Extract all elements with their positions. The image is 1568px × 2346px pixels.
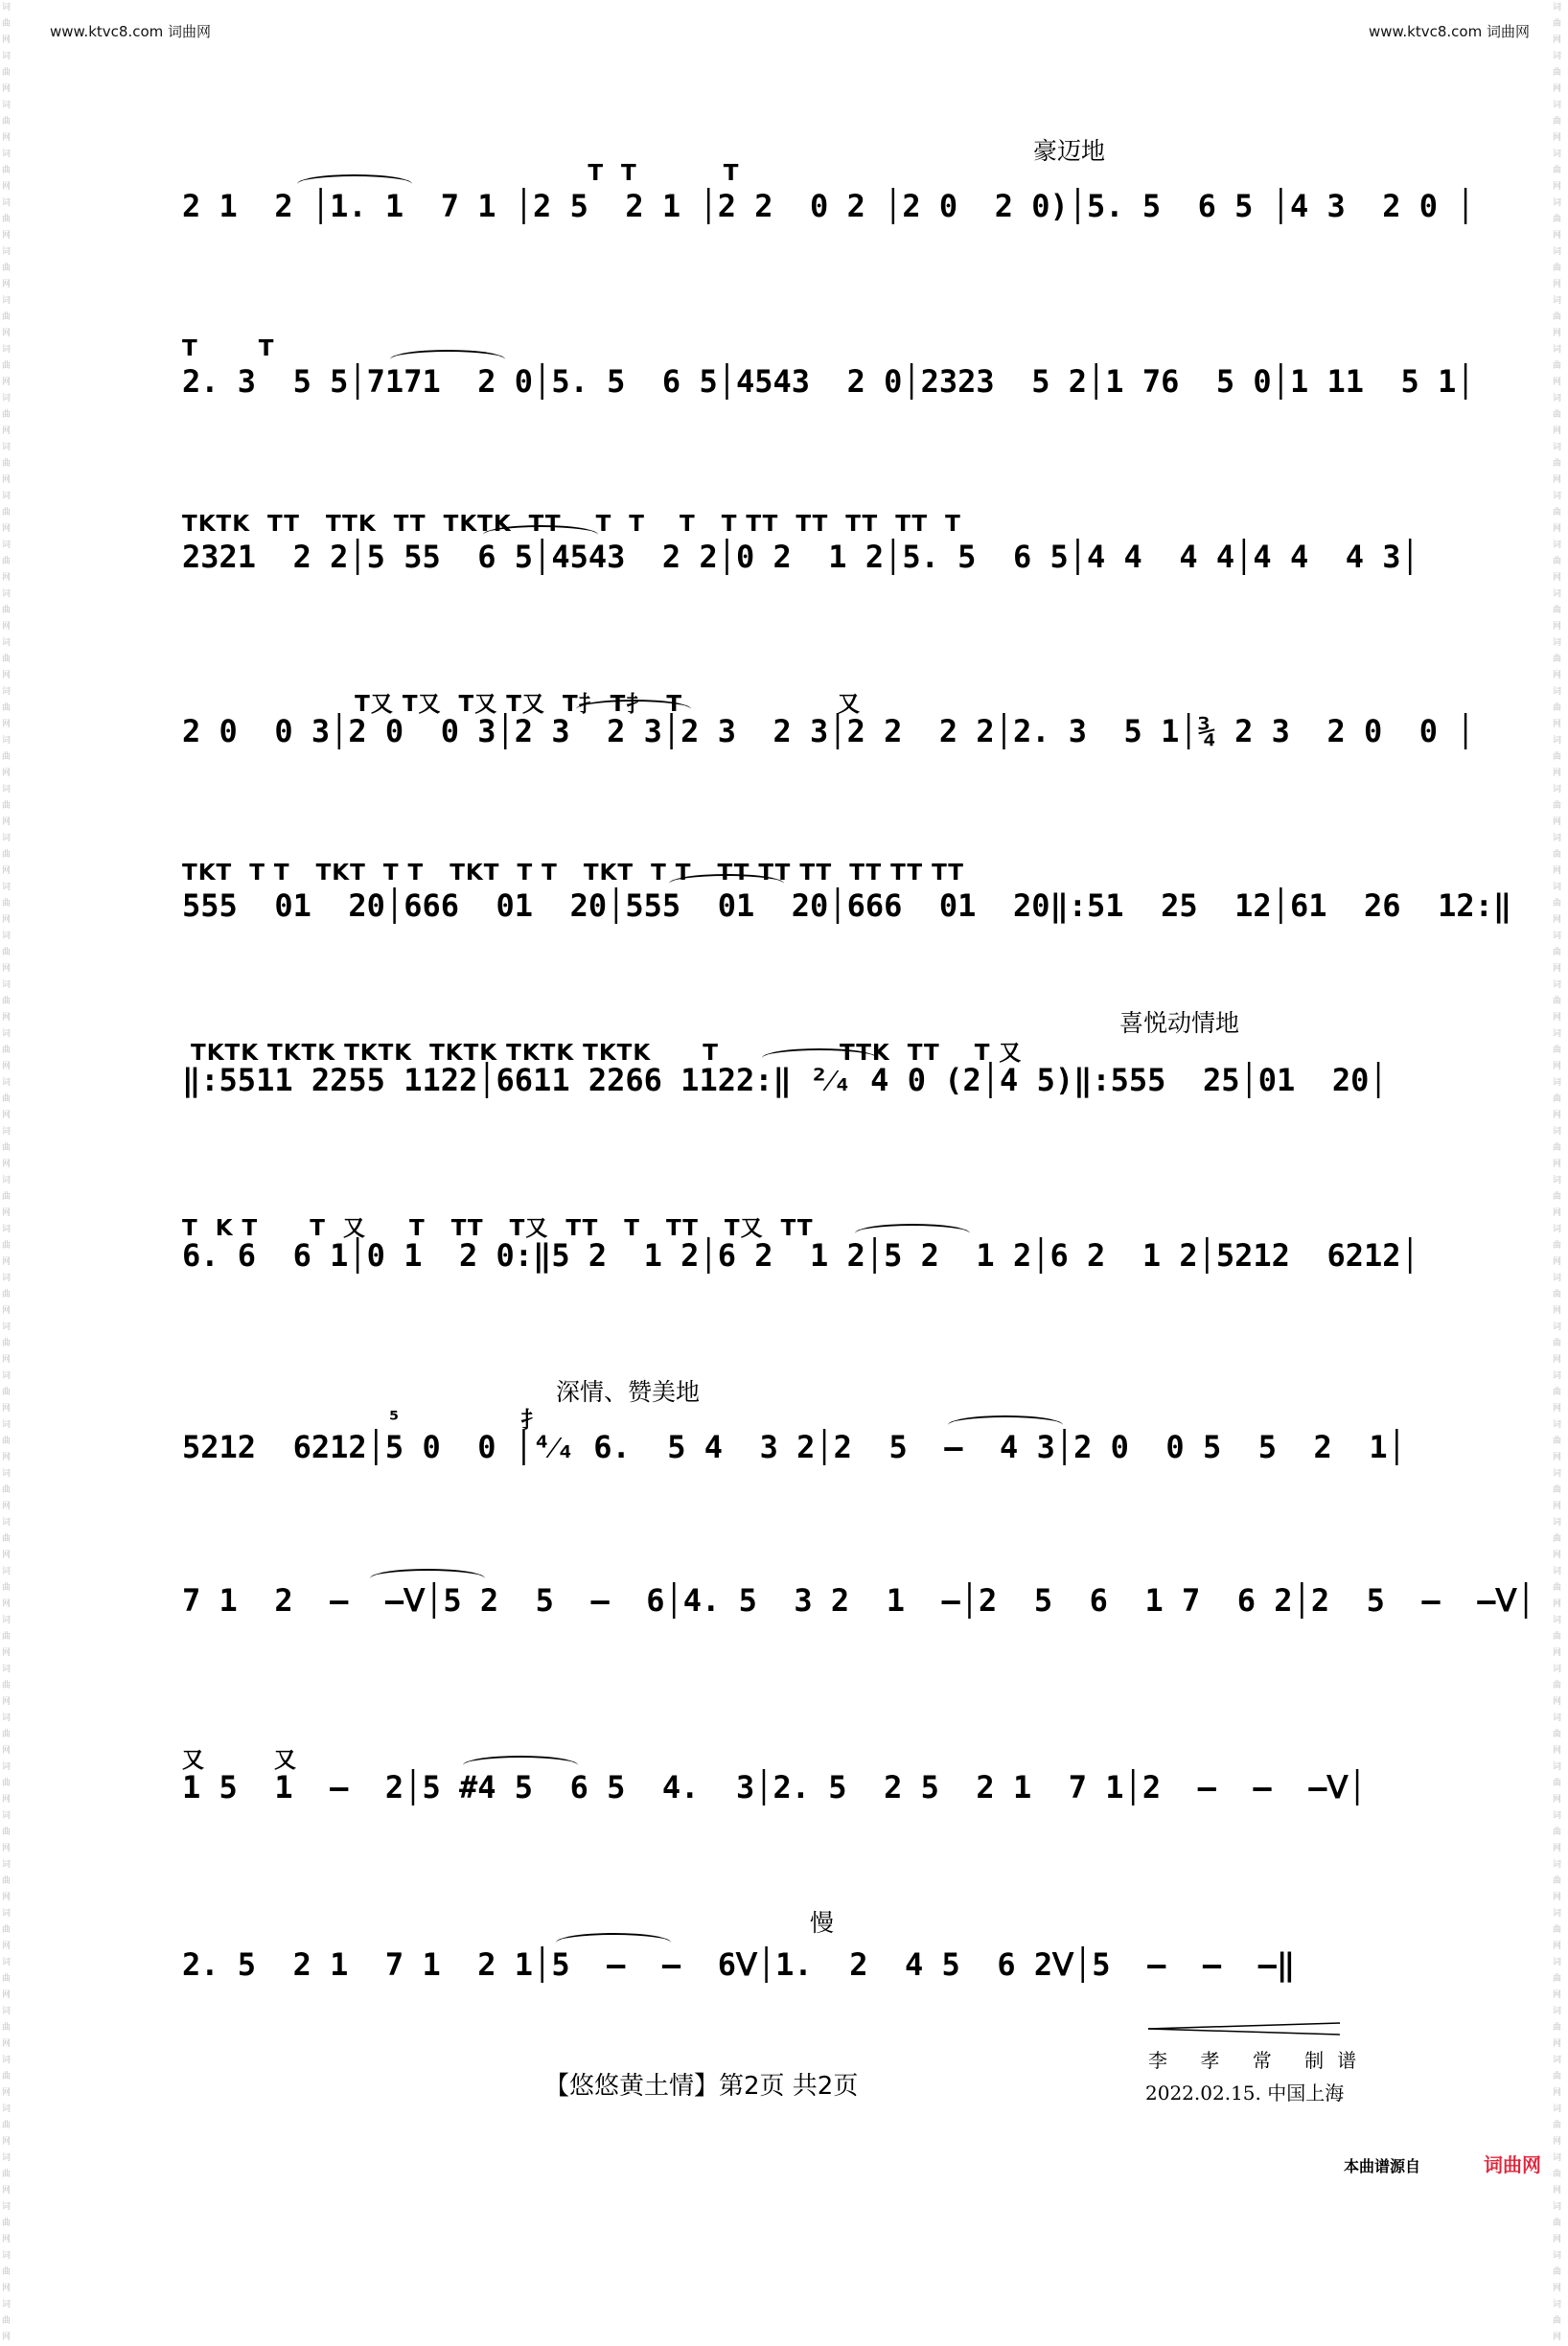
notes-row: 7 1 2 — —ᐯ│5 2 5 — 6│4. 5 3 2 1 —│2 5 6 1 7 6 2│2 5 — —ᐯ│ — [182, 1582, 1535, 1619]
articulation-row: T T T — [182, 161, 740, 186]
slur-mark — [390, 350, 505, 369]
score-line-9 — [182, 1555, 1535, 1646]
score-line-11 — [182, 1920, 1390, 2011]
slur-mark — [483, 525, 598, 544]
tempo-mark-2: 喜悦动情地 — [1119, 1009, 1240, 1037]
source-logo: 词曲网 — [1484, 2153, 1541, 2176]
articulation-row — [182, 1920, 1390, 1943]
slur-mark — [576, 700, 691, 719]
notes-row: 1 5 1 — 2│5 #4 5 6 5 4. 3│2. 5 2 5 2 1 7 1│2 — — —ᐯ│ — [182, 1769, 1367, 1806]
notes-row: 2. 5 2 1 7 1 2 1│5 — — 6ᐯ│1. 2 4 5 6 2ᐯ│5 — — —‖ — [182, 1946, 1296, 1983]
score-line-10 — [182, 1742, 1390, 1833]
articulation-row: T K T T 又 T TT T又 TT T TT T又 TT — [182, 1216, 814, 1241]
tempo-mark-3: 深情、赞美地 — [556, 1378, 701, 1406]
slur-mark — [762, 1048, 877, 1068]
articulation-row: T T — [182, 336, 275, 361]
slur-mark — [948, 1415, 1063, 1435]
notes-row: 2 1 2 │1. 1 7 1 │2 5 2 1 │2 2 0 2 │2 0 2 0)│5. 5 6 5 │4 3 2 0 │ — [182, 188, 1475, 224]
score-line-8 — [182, 1402, 1406, 1493]
score-line-1 — [182, 161, 1475, 252]
tempo-mark-1: 豪迈地 — [1033, 137, 1106, 165]
notes-row: 555 01 20│666 01 20│555 01 20│666 01 20‖:51 25 12│61 26 12:‖ — [182, 887, 1512, 924]
notes-row: 2321 2 2│5 55 6 5│4543 2 2│0 2 1 2│5. 5 6 5│4 4 4 4│4 4 4 3│ — [182, 539, 1419, 575]
footer-title: 【悠悠黄土情】第2页 共2页 — [544, 2072, 859, 2101]
notes-row: ‖:5511 2255 1122│6611 2266 1122:‖ ²⁄₄ 4 0 (2│4 5)‖:555 25│01 20│ — [182, 1062, 1388, 1098]
notes-row: 6. 6 6 1│0 1 2 0:‖5 2 1 2│6 2 1 2│5 2 1 2│6 2 1 2│5212 6212│ — [182, 1237, 1419, 1274]
tempo-mark-4: 慢 — [810, 1909, 835, 1937]
articulation-row — [182, 1555, 1390, 1578]
side-watermark-right: 词曲网词曲网词曲网词曲网词曲网词曲网词曲网词曲网词曲网词曲网词曲网词曲网词曲网词曲网词曲网词曲网词曲网词曲网词曲网词曲网词曲网词曲网词曲网词曲网词曲网词曲网词曲网词曲网词曲网词曲网词曲网词曲网词曲网词曲网词曲网词曲网词曲网词曲网词曲网词曲网词曲网词曲网词曲网词曲网词曲网词曲网词曲网词曲网 — [1553, 3, 1562, 2342]
site-url-right: www.ktvc8.com 词曲网 — [1368, 23, 1530, 40]
articulation-row: 又 又 — [182, 1748, 298, 1773]
slur-mark — [669, 874, 784, 893]
score-line-3 — [182, 512, 1419, 603]
articulation-row: TKT T T TKT T T TKT T T TKT T T TT TT TT TT TT TT — [182, 861, 964, 886]
score-line-7 — [182, 1210, 1419, 1301]
slur-mark — [855, 1224, 970, 1243]
slur-mark — [463, 1756, 578, 1775]
score-line-4 — [182, 686, 1475, 777]
site-url-left: www.ktvc8.com 词曲网 — [50, 23, 212, 40]
source-note: 本曲谱源自 — [1344, 2157, 1421, 2175]
articulation-row: TKTK TT TTK TT TKTK TT T T T T TT TT TT TT T — [182, 512, 961, 537]
slur-mark — [556, 1933, 671, 1952]
articulation-row: ⁵ 扌 — [182, 1408, 544, 1433]
notes-row: 5212 6212│5 0 0 │⁴⁄₄ 6. 5 4 3 2│2 5 — 4 3│2 0 0 5 5 2 1│ — [182, 1429, 1406, 1465]
slur-mark — [297, 174, 412, 194]
score-line-6 — [182, 1035, 1390, 1126]
score-date: 2022.02.15. 中国上海 — [1145, 2082, 1345, 2104]
score-line-5 — [182, 861, 1512, 952]
articulation-row: TKTK TKTK TKTK TKTK TKTK TKTK T TTK TT T 又 — [182, 1041, 1023, 1066]
articulation-row: T又 T又 T又 T又 T扌 T扌 T 又 — [182, 692, 862, 717]
notes-row: 2 0 0 3│2 0 0 3│2 3 2 3│2 3 2 3│2 2 2 2│2. 3 5 1│¾ 2 3 2 0 0 │ — [182, 713, 1475, 749]
score-line-2 — [182, 336, 1475, 427]
decrescendo-icon — [1148, 2022, 1340, 2036]
notes-row: 2. 3 5 5│7171 2 0│5. 5 6 5│4543 2 0│2323 5 2│1 76 5 0│1 11 5 1│ — [182, 363, 1475, 400]
slur-mark — [370, 1569, 485, 1588]
side-watermark-left: 词曲网词曲网词曲网词曲网词曲网词曲网词曲网词曲网词曲网词曲网词曲网词曲网词曲网词曲网词曲网词曲网词曲网词曲网词曲网词曲网词曲网词曲网词曲网词曲网词曲网词曲网词曲网词曲网词曲网词曲网词曲网词曲网词曲网词曲网词曲网词曲网词曲网词曲网词曲网词曲网词曲网词曲网词曲网词曲网词曲网词曲网词曲网词曲网 — [2, 3, 12, 2342]
composer-credit: 李 孝 常 制谱 — [1148, 2049, 1371, 2072]
